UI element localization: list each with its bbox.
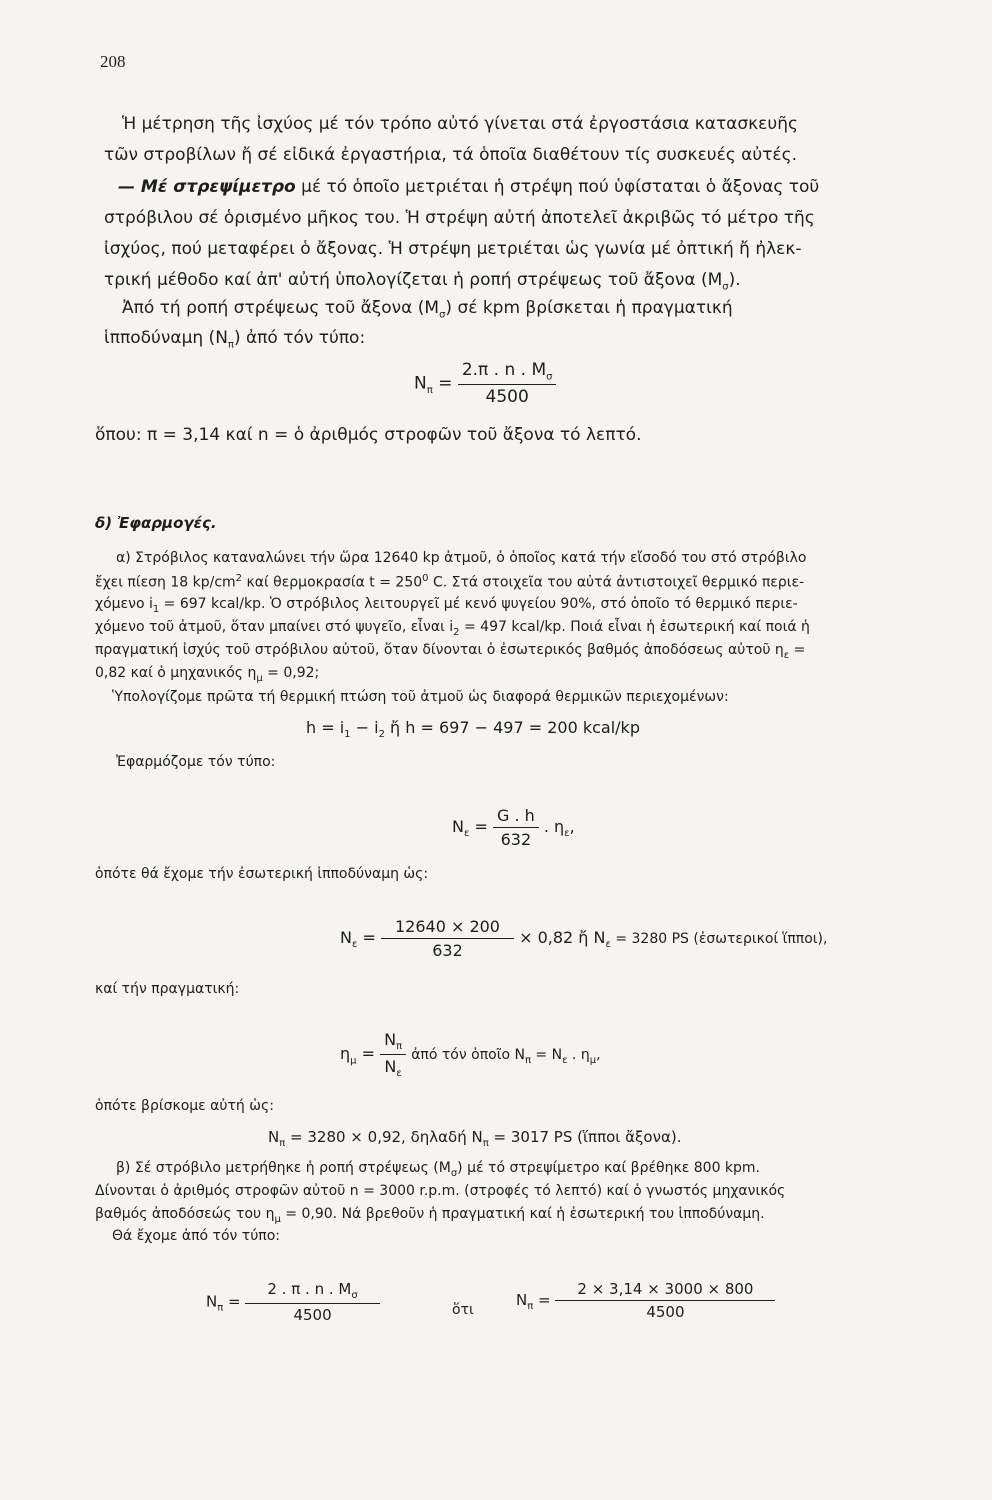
formula-power: $N_\pi$ = $\frac{2.\pi . n . M_\sigma}{4500}$ bbox=[414, 360, 556, 407]
example-a-line-1: α) Στρόβιλος καταναλώνει τήν ὥρα 12640 kp ἀτμοῦ, ὁ ὁποῖος κατά τήν εἴσοδό του στό στρόβιλο bbox=[116, 550, 807, 566]
intro-line-4: στρόβιλου σέ ὁρισμένο μῆκος του. Ἡ στρέψη αὐτή ἀποτελεῖ ἀκριβῶς τό μέτρο τῆς bbox=[104, 208, 815, 228]
formula-internal-power: $N_\varepsilon$ = $\frac{G . h}{632}$ . $\eta_\varepsilon$, bbox=[452, 806, 575, 849]
intro-line-1: Ἡ μέτρηση τῆς ἰσχύος μέ τόν τρόπο αὐτό γίνεται στά ἐργοστάσια κατασκευῆς bbox=[122, 114, 798, 134]
example-a-line-7: Ὑπολογίζομε πρῶτα τή θερμική πτώση τοῦ ἀτμοῦ ὡς διαφορά θερμικῶν περιεχομένων: bbox=[112, 689, 729, 705]
apply-formula-text: Ἐφαρμόζομε τόν τύπο: bbox=[116, 754, 276, 770]
formula-b-generic: $N_\pi$ = $\frac{2 . \pi . n . M_\sigma}{4500}$ bbox=[206, 1280, 380, 1324]
formula-real-power: $N_\pi = 3280 \times 0,92$, δηλαδή $N_\pi = 3017$ PS (ἵπποι ἄξονα). bbox=[268, 1128, 682, 1149]
intro-line-7: Ἀπό τή ροπή στρέψεως τοῦ ἄξονα $(M_\sigma)$ σέ kpm βρίσκεται ἡ πραγματική bbox=[122, 298, 733, 321]
so-line-2: ὁπότε βρίσκομε αὐτή ὡς: bbox=[95, 1098, 274, 1114]
intro-line-3: — Μέ στρεψίμετρο μέ τό ὁποῖο μετριέται ἡ στρέψη πού ὑφίσταται ὁ ἄξονας τοῦ bbox=[118, 177, 820, 197]
torsion-meter-heading: — Μέ στρεψίμετρο bbox=[118, 177, 296, 197]
intro-line-6: τρική μέθοδο καί ἀπ' αὐτή ὑπολογίζεται ἡ ροπή στρέψεως τοῦ ἄξονα $(M_\sigma)$. bbox=[104, 270, 741, 293]
formula-heat-drop: $h = i_1 - i_2$ ἤ h = 697 − 497 = 200 kcal/kp bbox=[306, 718, 640, 741]
where-line: ὅπου: π = 3,14 καί n = ὁ ἀριθμός στροφῶν τοῦ ἄξονα τό λεπτό. bbox=[95, 425, 642, 445]
example-a-line-3: χόμενο $i_1 = 697$ kcal/kp. Ὁ στρόβιλος λειτουργεῖ μέ κενό ψυγείου 90%, στό ὁποῖο τό θερμικό περιε- bbox=[95, 596, 798, 615]
formula-b-numeric: $N_\pi$ = $\frac{2 \times 3,14 \times 3000 \times 800}{4500}$ bbox=[516, 1280, 775, 1321]
so-line-1: ὁπότε θά ἔχομε τήν ἐσωτερική ἱπποδύναμη ὡς: bbox=[95, 866, 429, 882]
example-a-line-4: χόμενο τοῦ ἀτμοῦ, ὅταν μπαίνει στό ψυγεῖο, εἶναι $i_2 = 497$ kcal/kp. Ποιά εἶναι ἡ ἐσωτερική καί ποιά ἡ bbox=[95, 619, 810, 638]
and-real-text: καί τήν πραγματική: bbox=[95, 981, 240, 997]
example-a-line-6: 0,82 καί ὁ μηχανικός $\eta_\mu = 0,92$; bbox=[95, 665, 320, 684]
example-a-line-5: πραγματική ἰσχύς τοῦ στρόβιλου αὐτοῦ, ὅταν δίνονται ὁ ἐσωτερικός βαθμός ἀποδόσεως αὐτοῦ $\eta_\varepsilon$ = bbox=[95, 642, 806, 661]
page-number: 208 bbox=[100, 52, 126, 71]
oti-word: ὅτι bbox=[452, 1302, 474, 1318]
intro-line-2: τῶν στροβίλων ἤ σέ εἰδικά ἐργαστήρια, τά ὁποῖα διαθέτουν τίς συσκευές αὐτές. bbox=[104, 145, 798, 165]
example-b-line-4: Θά ἔχομε ἀπό τόν τύπο: bbox=[112, 1228, 281, 1244]
section-heading: δ) Ἐφαρμογές. bbox=[95, 514, 217, 532]
example-b-line-2: Δίνονται ὁ ἀριθμός στροφῶν αὐτοῦ n = 3000 r.p.m. (στροφές τό λεπτό) καί ὁ γνωστός μηχανικός bbox=[95, 1183, 786, 1199]
example-b-line-3: βαθμός ἀποδόσεώς του $\eta_\mu = 0,90$. Νά βρεθοῦν ἡ πραγματική καί ἡ ἐσωτερική του ἱπποδύναμη. bbox=[95, 1206, 765, 1225]
intro-line-5: ἰσχύος, πού μεταφέρει ὁ ἄξονας. Ἡ στρέψη μετριέται ὡς γωνία μέ ὀπτική ἤ ἠλεκ- bbox=[104, 239, 802, 259]
intro-line-8: ἱπποδύναμη $(N_\pi)$ ἀπό τόν τύπο: bbox=[104, 328, 366, 351]
formula-mech-eff: $\eta_\mu$ = $\frac{N_\pi}{N_\varepsilon}$ ἀπό τόν ὁποῖο $N_\pi = N_\varepsilon$ . $\eta_\mu$, bbox=[340, 1030, 601, 1080]
example-a-line-2: ἔχει πίεση 18 $kp/cm^2$ καί θερμοκρασία $t = 250^0$ C. Στά στοιχεῖα του αὐτά ἀντιστοιχεῖ θερμικό περιε- bbox=[95, 573, 805, 591]
formula-internal-value: $N_\varepsilon$ = $\frac{12640 \times 200}{632}$ × 0,82 ἤ $N_\varepsilon = 3280$ PS (ἐσωτερικοί ἵπποι), bbox=[340, 917, 828, 960]
example-b-line-1: β) Σέ στρόβιλο μετρήθηκε ἡ ροπή στρέψεως $(M_\sigma)$ μέ τό στρεψίμετρο καί βρέθηκε 800 kpm. bbox=[116, 1160, 761, 1179]
